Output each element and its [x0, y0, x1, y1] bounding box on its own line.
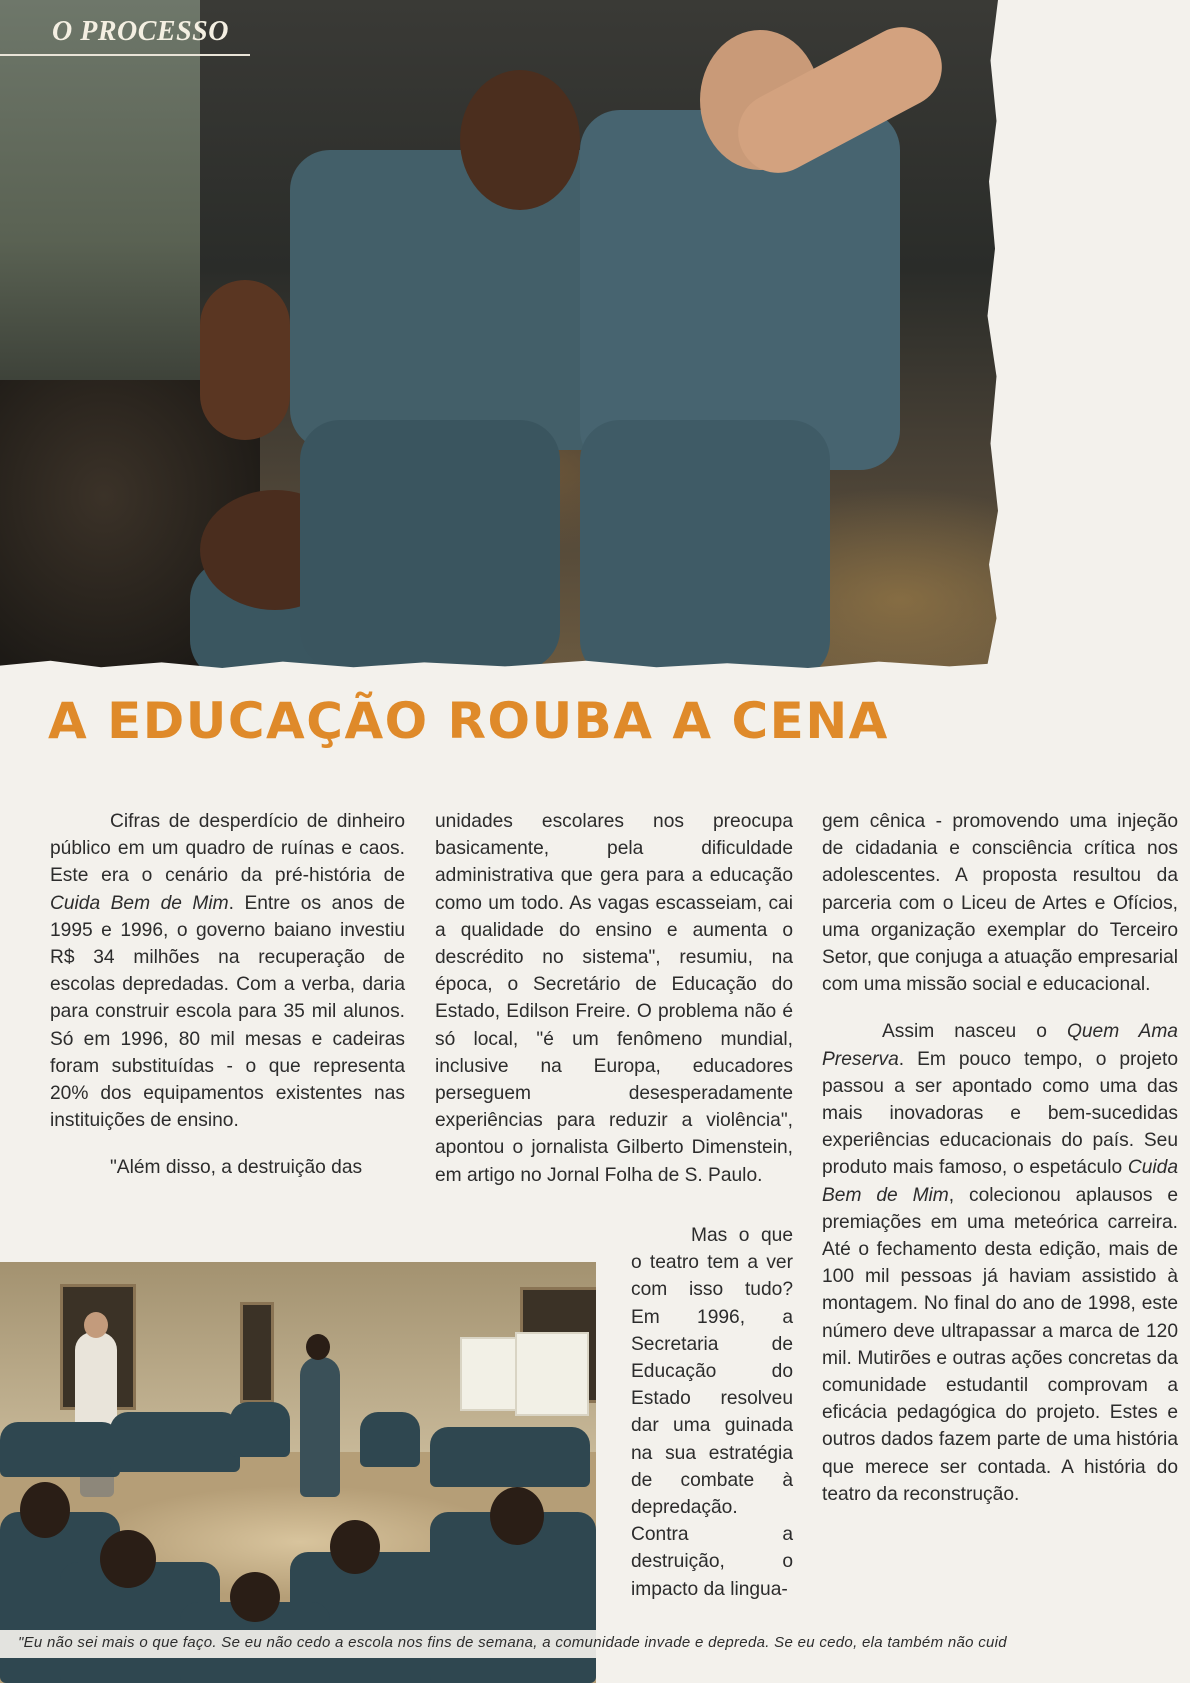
torn-edge-right [980, 0, 1010, 672]
text-run: . Em pouco tempo, o projeto passou a ser apontado como uma das mais inovadoras e bem-sucedidas experiências educacionais do país. Seu produto mais famoso, o espetáculo [822, 1048, 1178, 1179]
text-run: , colecionou aplausos e premiações em uma meteórica carreira. Até o fechamento desta edição, mais de 100 mil pessoas já haviam assistido à montagem. No final do ano de 1998, este número deve ultrapassar a marca de 120 mil. Mutirões e outras ações concretas da comunidade estudantil comprovam a eficácia pedagógica do projeto. Estes e outros dados fazem parte de uma história que merece ser contada. A história do teatro da reconstrução. [822, 1184, 1178, 1505]
text-column-2-narrow [631, 1222, 793, 1603]
paragraph [822, 1018, 1178, 1508]
section-label [0, 12, 250, 56]
photo-person [300, 1357, 340, 1497]
paragraph [50, 808, 405, 1134]
text-run: . Entre os anos de 1995 e 1996, o governo baiano investiu R$ 34 milhões na recuperação de escolas depredadas. Com a verba, daria para construir escola para 35 mil alunos. Só em 1996, 80 mil mesas e cadeiras foram substituídas - o que representa 20% dos equipamentos existentes nas instituições de ensino. [50, 892, 406, 1132]
photo-head [490, 1487, 544, 1545]
photo-head [330, 1520, 380, 1574]
text-run: Assim nasceu o [882, 1021, 1067, 1043]
paragraph: "Além disso, a destruição das [110, 1157, 363, 1179]
title-italic: Cuida Bem de Mim [822, 1157, 1178, 1206]
section-label-text: O PROCESSO [52, 16, 229, 47]
photo-face-left [460, 70, 580, 210]
quote-caption [0, 1630, 1190, 1658]
photo-flipchart [515, 1332, 589, 1416]
photo-background-wall [0, 0, 200, 400]
photo-legs-left [300, 420, 560, 670]
quote-caption-text: "Eu não sei mais o que faço. Se eu não cedo a escola nos fins de semana, a comunidade invade e depreda. Se eu cedo, ela também não cuid [18, 1634, 1007, 1651]
photo-head [306, 1334, 330, 1360]
photo-person [230, 1402, 290, 1457]
photo-person [360, 1412, 420, 1467]
photo-figure-left [290, 150, 620, 450]
photo-arm-left [200, 280, 290, 440]
paragraph: unidades escolares nos preocupa basicamente, pela dificuldade administrativa que gera para a educação como um todo. As vagas escasseiam, cai a qualidade do ensino e aumenta o descrédito no sistema", resumiu, na época, o Secretário de Educação do Estado, Edilson Freire. O problema não é só local, "é um fenômeno mundial, inclusive na Europa, educadores perseguem desesperadamente experiências para reduzir a violência", apontou o jornalista Gilberto Dimenstein, em artigo no Jornal Folha de S. Paulo. [435, 811, 793, 1186]
photo-legs-right [580, 420, 830, 672]
article-headline: A EDUCAÇÃO ROUBA A CENA [48, 692, 889, 750]
photo-head [100, 1530, 156, 1588]
title-italic: Quem Ama Preserva [822, 1021, 1178, 1070]
title-italic: Cuida Bem de Mim [50, 892, 229, 914]
text-column-1 [50, 808, 405, 1182]
paragraph: gem cênica - promovendo uma injeção de cidadania e consciência crítica nos adolescentes. A proposta resultou da parceria com o Liceu de Artes e Ofícios, uma organização exemplar do Terceiro Setor, que conjuga a atuação empresarial com uma missão social e educacional. [822, 811, 1178, 996]
photo-person [0, 1422, 120, 1477]
paragraph: Mas o que o teatro tem a ver com isso tudo? Em 1996, a Secretaria de Educação do Estado resolveu dar uma guinada na sua estratégia de combate à depredação. Contra a destruição, o impacto da lingua- [631, 1225, 793, 1600]
text-column-3 [822, 808, 1178, 1508]
photo-head [20, 1482, 70, 1538]
photo-person [75, 1332, 117, 1432]
photo-head [84, 1312, 108, 1338]
text-column-2 [435, 808, 793, 1189]
photo-head [230, 1572, 280, 1622]
hero-photo [0, 0, 1010, 672]
photo-person [430, 1427, 590, 1487]
workshop-photo [0, 1262, 596, 1683]
photo-window [240, 1302, 274, 1403]
photo-person [110, 1412, 240, 1472]
text-run: Cifras de desperdício de dinheiro público em um quadro de ruínas e caos. Este era o cenário da pré-história de [50, 811, 405, 887]
